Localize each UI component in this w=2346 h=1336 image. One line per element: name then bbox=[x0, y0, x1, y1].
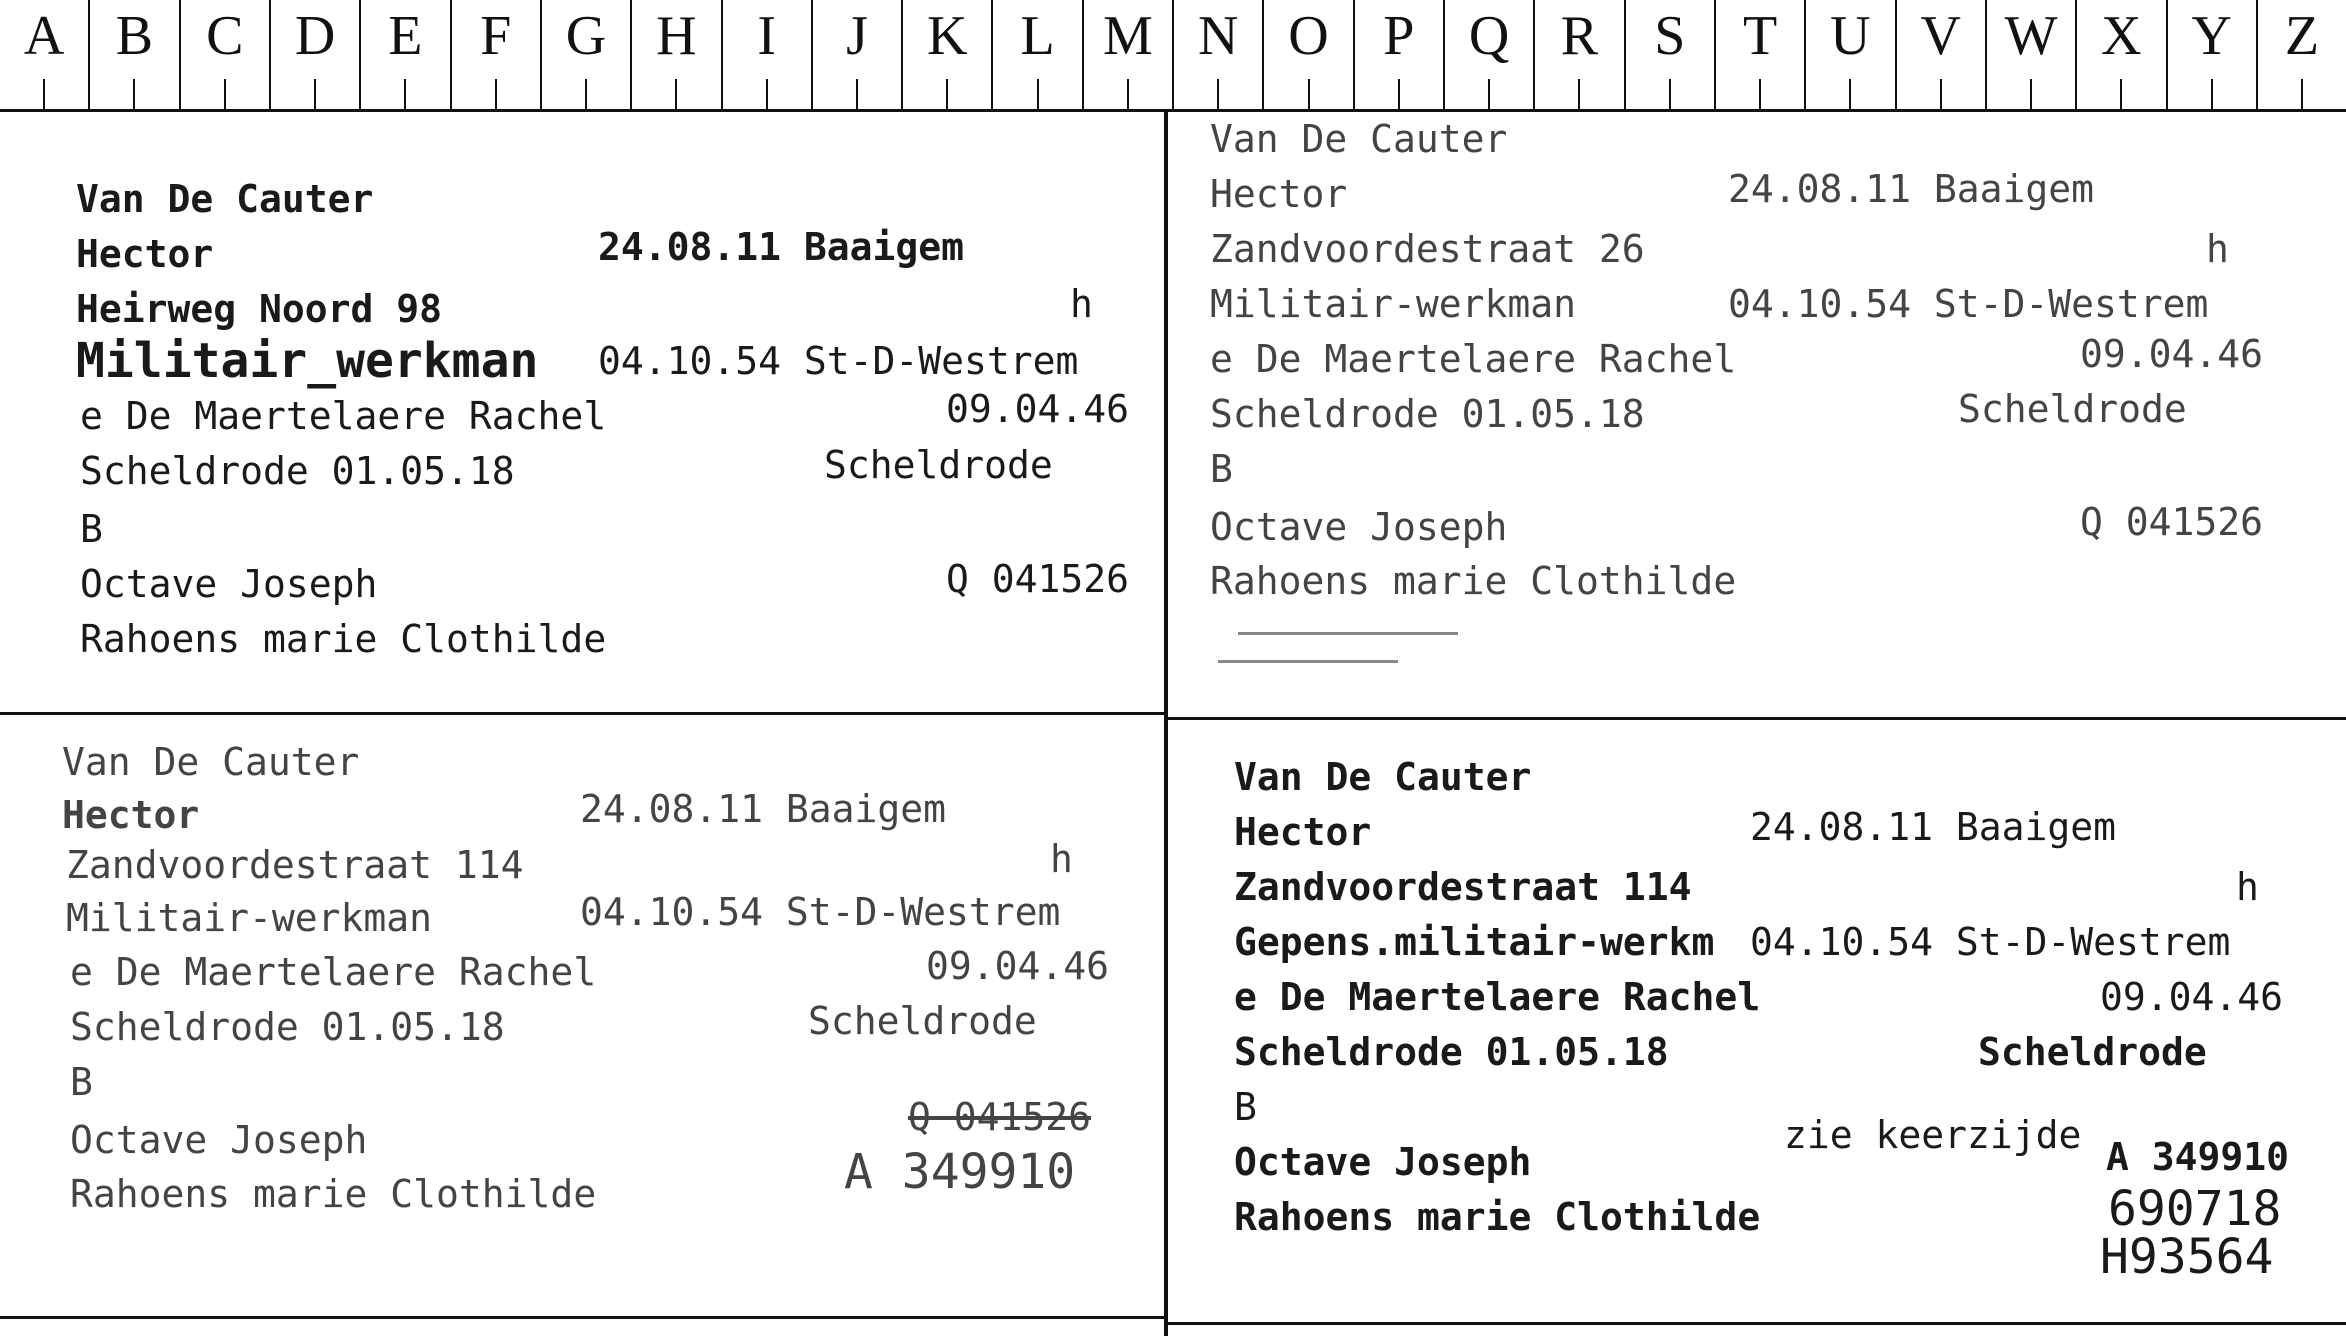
card-bottom-left bbox=[0, 715, 1164, 1315]
index-letter-p: P bbox=[1355, 0, 1445, 109]
card-marriage-date: 09.04.46 bbox=[2080, 332, 2264, 376]
index-letter-n: N bbox=[1174, 0, 1264, 109]
card-occupation: Militair_werkman bbox=[76, 333, 539, 389]
card-bottom-right bbox=[1168, 720, 2346, 1320]
index-letter-u: U bbox=[1806, 0, 1896, 109]
index-letter-x: X bbox=[2077, 0, 2167, 109]
index-letter-h: H bbox=[632, 0, 722, 109]
index-letter-l: L bbox=[993, 0, 1083, 109]
index-letter-a: A bbox=[0, 0, 90, 109]
index-letter-v: V bbox=[1897, 0, 1987, 109]
bottom-border-right bbox=[1166, 1322, 2346, 1325]
card-death: 04.10.54 St-D-Westrem bbox=[1750, 920, 2231, 964]
card-marriage-place: Scheldrode bbox=[808, 999, 1037, 1043]
faint-smudge bbox=[1238, 632, 1458, 635]
card-code: B bbox=[1210, 447, 1233, 491]
index-letter-b: B bbox=[90, 0, 180, 109]
card-firstname: Hector bbox=[1210, 172, 1348, 216]
card-top-left bbox=[0, 112, 1164, 712]
card-spouse: e De Maertelaere Rachel bbox=[1210, 337, 1737, 381]
card-father: Octave Joseph bbox=[80, 562, 378, 606]
card-marriage-date: 09.04.46 bbox=[926, 944, 1110, 988]
card-spouse-birth: Scheldrode 01.05.18 bbox=[1210, 392, 1645, 436]
card-spouse: e De Maertelaere Rachel bbox=[70, 950, 597, 994]
index-letter-d: D bbox=[271, 0, 361, 109]
card-note: zie keerzijde bbox=[1784, 1113, 2082, 1157]
card-death: 04.10.54 St-D-Westrem bbox=[580, 890, 1061, 934]
card-birth: 24.08.11 Baaigem bbox=[1728, 167, 2095, 211]
alphabet-index-bar bbox=[0, 0, 2346, 112]
card-surname: Van De Cauter bbox=[76, 177, 374, 221]
card-father: Octave Joseph bbox=[1210, 505, 1508, 549]
card-marriage-date: 09.04.46 bbox=[2100, 975, 2284, 1019]
card-birth: 24.08.11 Baaigem bbox=[580, 787, 947, 831]
card-code: B bbox=[80, 507, 103, 551]
card-firstname: Hector bbox=[62, 793, 200, 837]
card-mother: Rahoens marie Clothilde bbox=[70, 1172, 597, 1216]
card-father: Octave Joseph bbox=[1234, 1140, 1532, 1184]
card-address: Zandvoordestraat 114 bbox=[1234, 865, 1692, 909]
card-father: Octave Joseph bbox=[70, 1118, 368, 1162]
card-death: 04.10.54 St-D-Westrem bbox=[1728, 282, 2209, 326]
index-letter-f: F bbox=[452, 0, 542, 109]
card-address: Zandvoordestraat 114 bbox=[66, 843, 524, 887]
card-top-right bbox=[1168, 112, 2346, 717]
bottom-border-left bbox=[0, 1316, 1166, 1319]
index-letter-o: O bbox=[1264, 0, 1354, 109]
index-letter-t: T bbox=[1716, 0, 1806, 109]
index-letter-j: J bbox=[813, 0, 903, 109]
card-surname: Van De Cauter bbox=[62, 740, 360, 784]
card-mother: Rahoens marie Clothilde bbox=[1234, 1195, 1761, 1239]
card-mother: Rahoens marie Clothilde bbox=[80, 617, 607, 661]
index-letter-e: E bbox=[361, 0, 451, 109]
index-letter-s: S bbox=[1626, 0, 1716, 109]
card-code: B bbox=[1234, 1085, 1257, 1129]
card-birth: 24.08.11 Baaigem bbox=[1750, 805, 2117, 849]
card-ref: A 349910 bbox=[2106, 1135, 2290, 1179]
card-ref-crossed-out: Q 041526 bbox=[908, 1095, 1092, 1139]
card-address: Zandvoordestraat 26 bbox=[1210, 227, 1645, 271]
index-letter-z: Z bbox=[2258, 0, 2346, 109]
card-ref-new: A 349910 bbox=[844, 1144, 1076, 1200]
index-letter-c: C bbox=[181, 0, 271, 109]
card-mother: Rahoens marie Clothilde bbox=[1210, 559, 1737, 603]
card-marriage-date: 09.04.46 bbox=[946, 387, 1130, 431]
card-death: 04.10.54 St-D-Westrem bbox=[598, 339, 1079, 383]
card-spouse-birth: Scheldrode 01.05.18 bbox=[1234, 1030, 1669, 1074]
card-h-mark: h bbox=[1050, 837, 1073, 881]
card-spouse-birth: Scheldrode 01.05.18 bbox=[70, 1005, 505, 1049]
card-marriage-place: Scheldrode bbox=[1978, 1030, 2207, 1074]
card-firstname: Hector bbox=[1234, 810, 1372, 854]
card-ref-3: H93564 bbox=[2100, 1229, 2274, 1285]
card-surname: Van De Cauter bbox=[1210, 117, 1508, 161]
card-marriage-place: Scheldrode bbox=[1958, 387, 2187, 431]
card-ref-2: 690718 bbox=[2108, 1181, 2282, 1237]
index-letter-g: G bbox=[542, 0, 632, 109]
card-h-mark: h bbox=[2206, 227, 2229, 271]
index-letter-k: K bbox=[903, 0, 993, 109]
index-letter-r: R bbox=[1535, 0, 1625, 109]
card-ref: Q 041526 bbox=[946, 557, 1130, 601]
card-code: B bbox=[70, 1060, 93, 1104]
card-birth: 24.08.11 Baaigem bbox=[598, 225, 965, 269]
card-occupation: Militair-werkman bbox=[1210, 282, 1577, 326]
index-letter-m: M bbox=[1084, 0, 1174, 109]
card-occupation: Gepens.militair-werkm bbox=[1234, 920, 1715, 964]
card-marriage-place: Scheldrode bbox=[824, 443, 1053, 487]
card-ref: Q 041526 bbox=[2080, 500, 2264, 544]
card-h-mark: h bbox=[2236, 865, 2259, 909]
card-spouse-birth: Scheldrode 01.05.18 bbox=[80, 449, 515, 493]
card-spouse: e De Maertelaere Rachel bbox=[1234, 975, 1761, 1019]
index-letter-q: Q bbox=[1445, 0, 1535, 109]
card-surname: Van De Cauter bbox=[1234, 755, 1532, 799]
card-occupation: Militair-werkman bbox=[66, 896, 433, 940]
index-letter-w: W bbox=[1987, 0, 2077, 109]
card-h-mark: h bbox=[1070, 282, 1093, 326]
faint-smudge bbox=[1218, 660, 1398, 663]
card-address: Heirweg Noord 98 bbox=[76, 287, 443, 331]
index-letter-i: I bbox=[723, 0, 813, 109]
index-letter-y: Y bbox=[2168, 0, 2258, 109]
card-spouse: e De Maertelaere Rachel bbox=[80, 394, 607, 438]
card-firstname: Hector bbox=[76, 232, 214, 276]
